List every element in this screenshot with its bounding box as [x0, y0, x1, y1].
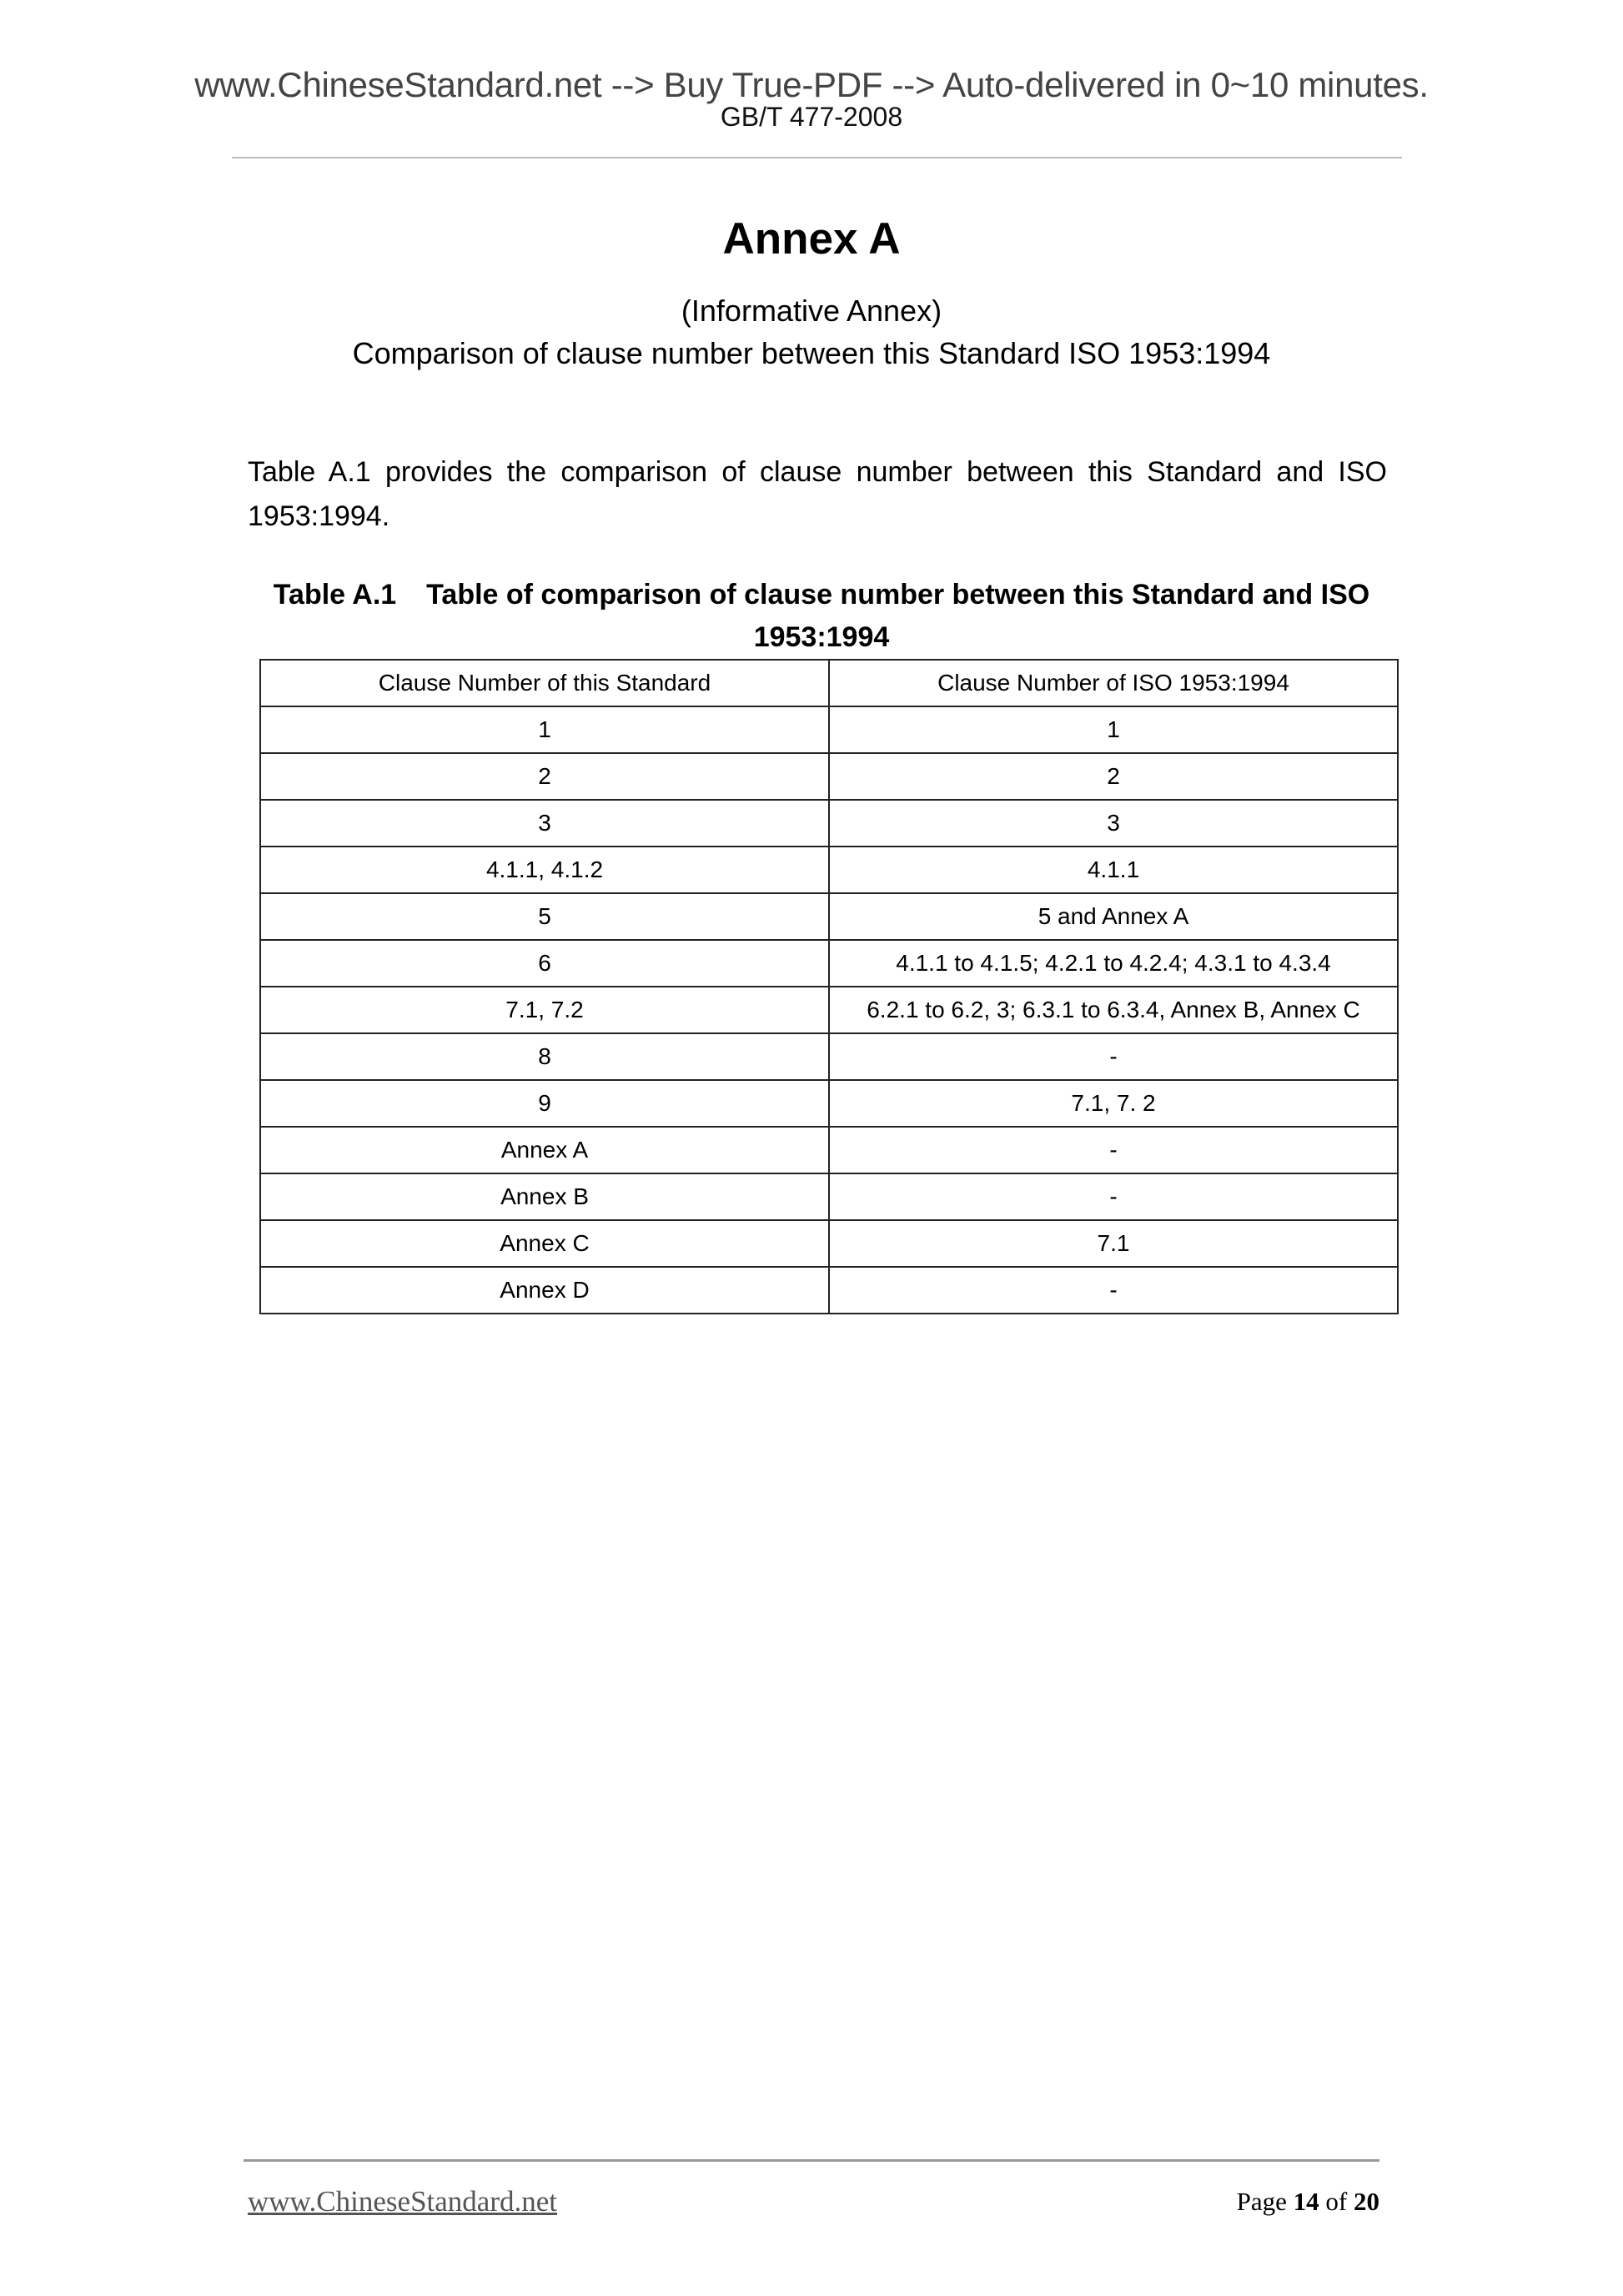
intro-paragraph: Table A.1 provides the comparison of clause number between this Standard and ISO 1953:1994. — [248, 456, 1387, 532]
cell-this-standard: 8 — [260, 1033, 829, 1080]
cell-this-standard: 3 — [260, 800, 829, 847]
cell-iso-standard: 1 — [829, 706, 1398, 753]
table-caption-number: Table A.1 — [273, 579, 397, 610]
table-row — [260, 1033, 1398, 1080]
cell-iso-standard: 6.2.1 to 6.2, 3; 6.3.1 to 6.3.4, Annex B, Annex C — [829, 987, 1398, 1033]
cell-iso-standard: - — [829, 1173, 1398, 1220]
comparison-table — [259, 659, 1399, 1314]
table-row — [260, 706, 1398, 753]
cell-iso-standard: - — [829, 1267, 1398, 1314]
header-cell: Clause Number of ISO 1953:1994 — [829, 660, 1398, 706]
cell-iso-standard: - — [829, 1033, 1398, 1080]
table-row — [260, 800, 1398, 847]
page-total: 20 — [1354, 2187, 1379, 2216]
header-divider — [232, 157, 1402, 158]
page-number — [1237, 2187, 1379, 2217]
annex-subtitle: Comparison of clause number between this Standard ISO 1953:1994 — [352, 336, 1271, 370]
header-banner: www.ChineseStandard.net --> Buy True-PDF --> Auto-delivered in 0~10 minutes. — [194, 65, 1429, 104]
table-row — [260, 893, 1398, 940]
footer-divider — [244, 2159, 1379, 2162]
annex-title: Annex A — [722, 214, 901, 264]
cell-this-standard: 5 — [260, 893, 829, 940]
header-cell: Clause Number of this Standard — [260, 660, 829, 706]
cell-iso-standard: 7.1, 7. 2 — [829, 1080, 1398, 1127]
table-row — [260, 1127, 1398, 1173]
cell-this-standard: 1 — [260, 706, 829, 753]
cell-this-standard: Annex B — [260, 1173, 829, 1220]
standard-code: GB/T 477-2008 — [720, 102, 903, 132]
page-label: Page — [1236, 2187, 1287, 2216]
table-row — [260, 847, 1398, 893]
footer-website-link[interactable]: www.ChineseStandard.net — [248, 2185, 557, 2218]
cell-iso-standard: - — [829, 1127, 1398, 1173]
annex-type: (Informative Annex) — [681, 294, 942, 328]
cell-iso-standard: 3 — [829, 800, 1398, 847]
page-current: 14 — [1293, 2187, 1319, 2216]
cell-this-standard: 7.1, 7.2 — [260, 987, 829, 1033]
cell-this-standard: 2 — [260, 753, 829, 800]
table-row — [260, 753, 1398, 800]
cell-this-standard: Annex C — [260, 1220, 829, 1267]
cell-iso-standard: 4.1.1 to 4.1.5; 4.2.1 to 4.2.4; 4.3.1 to 4.3.4 — [829, 940, 1398, 987]
table-caption-text: Table of comparison of clause number between this Standard and ISO 1953:1994 — [426, 579, 1370, 653]
cell-iso-standard: 2 — [829, 753, 1398, 800]
table-row — [260, 1267, 1398, 1314]
cell-this-standard: Annex A — [260, 1127, 829, 1173]
table-row — [260, 987, 1398, 1033]
table-header-row — [260, 660, 1398, 706]
cell-this-standard: 6 — [260, 940, 829, 987]
table-row — [260, 1173, 1398, 1220]
cell-iso-standard: 4.1.1 — [829, 847, 1398, 893]
cell-this-standard: 4.1.1, 4.1.2 — [260, 847, 829, 893]
table-row — [260, 940, 1398, 987]
table-row — [260, 1080, 1398, 1127]
cell-this-standard: 9 — [260, 1080, 829, 1127]
cell-this-standard: Annex D — [260, 1267, 829, 1314]
table-row — [260, 1220, 1398, 1267]
table-caption — [250, 574, 1393, 659]
cell-iso-standard: 5 and Annex A — [829, 893, 1398, 940]
page-of: of — [1325, 2187, 1348, 2216]
cell-iso-standard: 7.1 — [829, 1220, 1398, 1267]
